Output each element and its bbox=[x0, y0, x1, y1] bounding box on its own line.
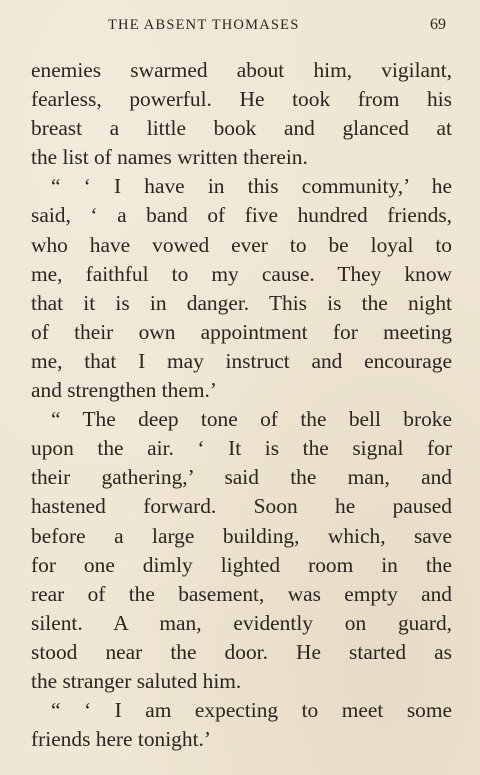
text-line: hastened forward. Soon he paused bbox=[31, 494, 452, 519]
text-line: “ ‘ I am expecting to meet some bbox=[51, 698, 452, 723]
text-line: the stranger saluted him. bbox=[31, 668, 242, 693]
text-line: rear of the basement, was empty and bbox=[31, 581, 452, 606]
text-line: before a large building, which, save bbox=[31, 523, 452, 548]
text-line: stood near the door. He started as bbox=[31, 639, 452, 664]
text-line: fearless, powerful. He took from his bbox=[31, 87, 452, 112]
text-line: friends here tonight.’ bbox=[31, 727, 211, 752]
page-number: 69 bbox=[430, 16, 446, 33]
text-line: and strengthen them.’ bbox=[31, 378, 217, 403]
body-text bbox=[31, 56, 452, 754]
text-line: “ The deep tone of the bell broke bbox=[51, 407, 452, 432]
text-line: enemies swarmed about him, vigilant, bbox=[31, 58, 452, 82]
text-line: said, ‘ a band of five hundred friends, bbox=[31, 203, 452, 228]
text-line: breast a little book and glanced at bbox=[31, 116, 452, 141]
text-line: silent. A man, evidently on guard, bbox=[31, 610, 452, 635]
text-line: me, faithful to my cause. They know bbox=[31, 261, 452, 286]
running-head bbox=[0, 17, 480, 39]
text-line: upon the air. ‘ It is the signal for bbox=[31, 436, 452, 461]
text-line: their gathering,’ said the man, and bbox=[31, 465, 452, 490]
text-line: that it is in danger. This is the night bbox=[31, 290, 452, 315]
text-line: “ ‘ I have in this community,’ he bbox=[51, 174, 452, 199]
running-title: THE ABSENT THOMASES bbox=[108, 17, 300, 33]
text-line: me, that I may instruct and encourage bbox=[31, 348, 452, 373]
text-line: the list of names written therein. bbox=[31, 145, 308, 170]
text-line: for one dimly lighted room in the bbox=[31, 552, 452, 577]
text-line: of their own appointment for meeting bbox=[31, 319, 452, 344]
text-line: who have vowed ever to be loyal to bbox=[31, 232, 452, 257]
